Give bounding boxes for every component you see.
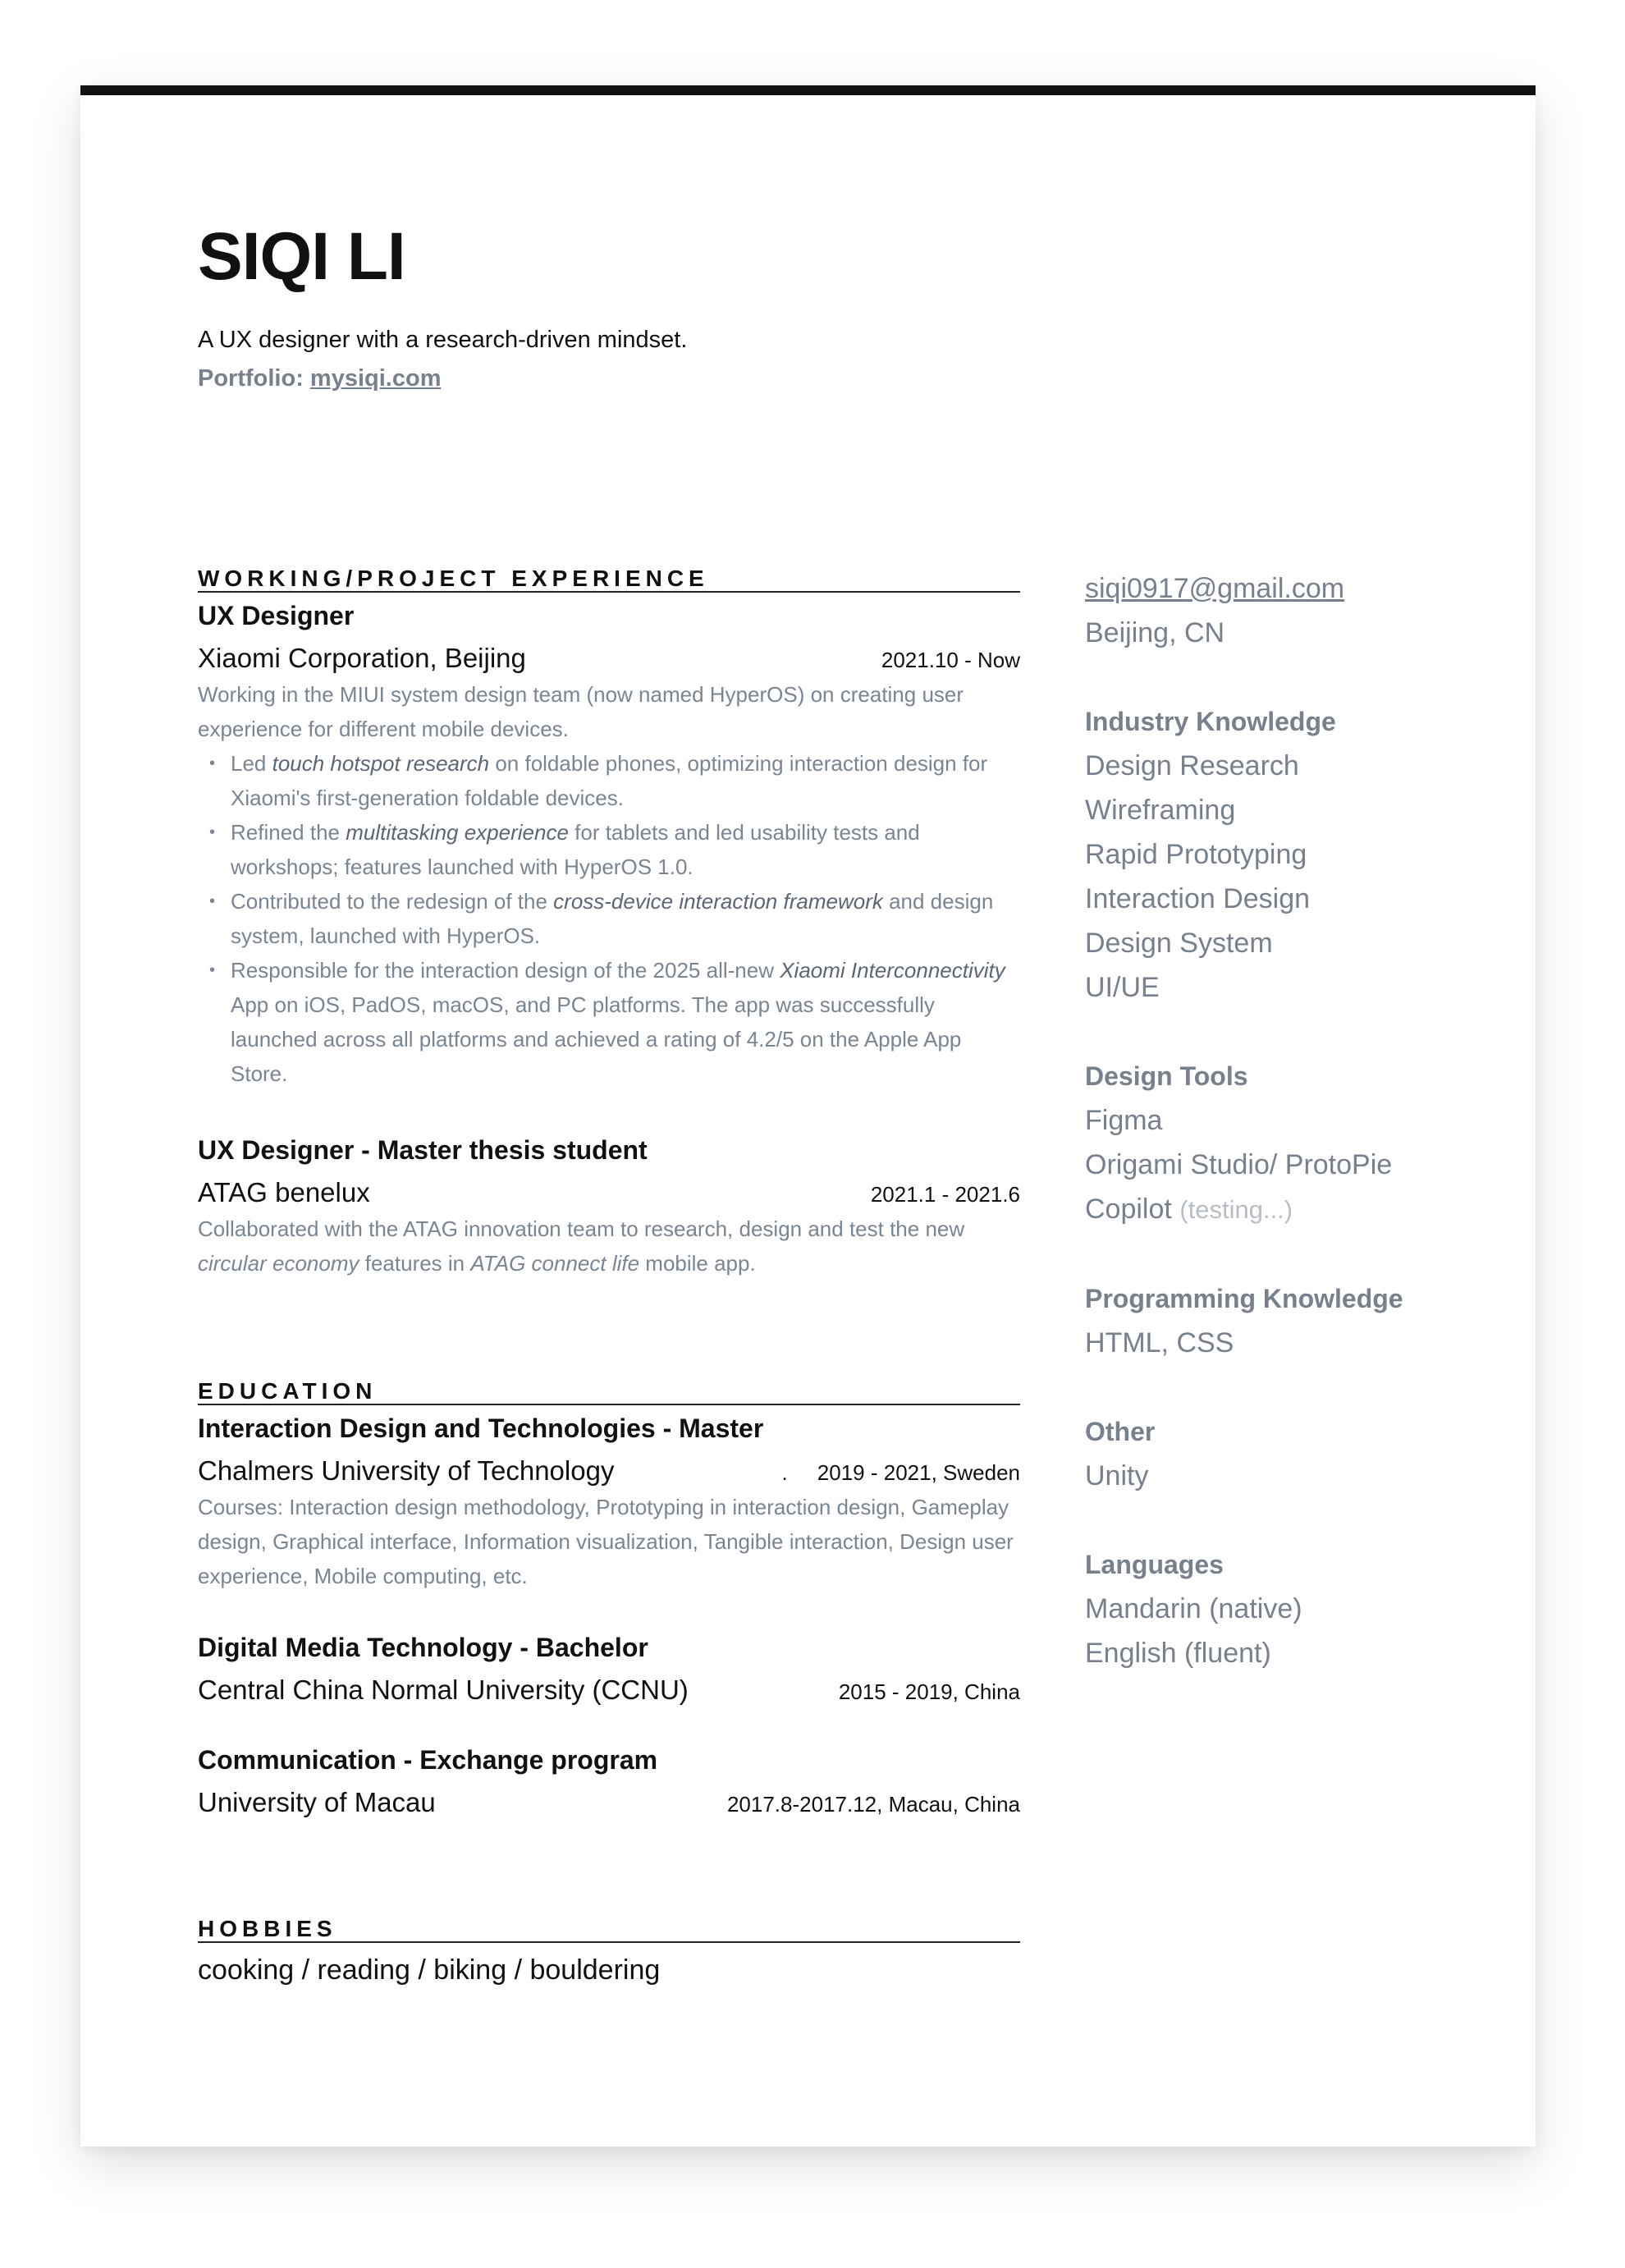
hobbies-text: cooking / reading / biking / bouldering [198, 1954, 661, 1986]
list-item: English (fluent) [1085, 1638, 1271, 1669]
copilot-note: (testing...) [1179, 1195, 1293, 1224]
resume-header [198, 219, 1101, 392]
list-item: • Led touch hotspot research on foldable phones, optimizing interaction design for Xiaomi's first-generation foldable devices. [198, 746, 1020, 815]
resume-page [80, 85, 1536, 2147]
education-entry [198, 1745, 1020, 1818]
education-date: . 2019 - 2021, Sweden [781, 1460, 1020, 1485]
portfolio-line [198, 365, 1101, 392]
list-item: Design Research [1085, 750, 1299, 781]
email-line [1085, 566, 1479, 611]
degree-title: Interaction Design and Technologies - Master [198, 1413, 764, 1443]
education-entry [198, 1633, 1020, 1706]
section-title-experience: WORKING/PROJECT EXPERIENCE [198, 566, 1020, 593]
main-column [198, 566, 1020, 1986]
list-item: Wireframing [1085, 795, 1236, 826]
section-title-education: EDUCATION [198, 1379, 1020, 1405]
job-entry [198, 1135, 1020, 1281]
school-name: Chalmers University of Technology [198, 1455, 615, 1486]
job-description: Working in the MIUI system design team (now named HyperOS) on creating user experience for different mobile devices. [198, 682, 964, 741]
list-item: Origami Studio/ ProtoPie [1085, 1149, 1393, 1180]
copilot-label: Copilot [1085, 1194, 1172, 1225]
sidebar-heading-languages: Languages [1085, 1550, 1224, 1579]
location: Beijing, CN [1085, 617, 1225, 648]
list-item: UI/UE [1085, 972, 1160, 1003]
hobbies-section [198, 1917, 1020, 1986]
job-org: ATAG benelux [198, 1177, 370, 1207]
list-item [1085, 1187, 1479, 1232]
degree-title: Digital Media Technology - Bachelor [198, 1633, 648, 1662]
list-item: Design System [1085, 928, 1273, 959]
list-item: Unity [1085, 1460, 1149, 1491]
list-item: Mandarin (native) [1085, 1593, 1302, 1624]
sidebar-heading-tools: Design Tools [1085, 1061, 1248, 1091]
education-date: 2015 - 2019, China [838, 1679, 1020, 1704]
school-row [198, 1455, 1020, 1487]
sidebar-heading-programming: Programming Knowledge [1085, 1284, 1403, 1313]
experience-section [198, 566, 1020, 1281]
list-item: Figma [1085, 1105, 1163, 1136]
list-item: Rapid Prototyping [1085, 839, 1307, 870]
job-org: Xiaomi Corporation, Beijing [198, 643, 526, 673]
school-row [198, 1675, 1020, 1706]
education-entry [198, 1413, 1020, 1593]
job-bullets [198, 746, 1020, 1091]
portfolio-link[interactable]: mysiqi.com [309, 365, 442, 392]
education-date: 2017.8-2017.12, Macau, China [726, 1792, 1020, 1817]
school-name: Central China Normal University (CCNU) [198, 1675, 689, 1705]
section-title-hobbies: HOBBIES [198, 1917, 1020, 1943]
list-item: HTML, CSS [1085, 1327, 1234, 1359]
degree-title: Communication - Exchange program [198, 1745, 658, 1775]
sidebar-heading-other: Other [1085, 1417, 1156, 1446]
list-item: • Contributed to the redesign of the cross-device interaction framework and design system, launched with HyperOS. [198, 884, 1020, 953]
email-link[interactable]: siqi0917@gmail.com [1085, 573, 1345, 604]
job-role: UX Designer [198, 601, 355, 630]
job-date: 2021.1 - 2021.6 [870, 1182, 1020, 1207]
list-item: Interaction Design [1085, 883, 1311, 914]
page-title: SIQI LI [198, 219, 405, 294]
list-item: • Refined the multitasking experience for tablets and led usability tests and workshops; features launched with HyperOS 1.0. [198, 815, 1020, 884]
sidebar [1085, 566, 1479, 1675]
list-item: • Responsible for the interaction design of the 2025 all-new Xiaomi Interconnectivity App on iOS, PadOS, macOS, and PC platforms. The app was successfully launched across all platforms and achieved a rating of 4.2/5 on the Apple App Store. [198, 953, 1020, 1091]
tagline: A UX designer with a research-driven mindset. [198, 327, 688, 353]
job-description: Collaborated with the ATAG innovation team to research, design and test the new circular economy features in ATAG connect life mobile app. [198, 1216, 965, 1276]
courses-description: Courses: Interaction design methodology, Prototyping in interaction design, Gameplay design, Graphical interface, Information visualization, Tangible interaction, Design user experience, Mobile computing, etc. [198, 1495, 1014, 1588]
job-role: UX Designer - Master thesis student [198, 1135, 648, 1165]
school-name: University of Macau [198, 1787, 436, 1817]
education-section [198, 1379, 1020, 1818]
job-org-row [198, 1177, 1020, 1208]
sidebar-heading-industry: Industry Knowledge [1085, 707, 1336, 736]
school-row [198, 1787, 1020, 1818]
job-entry [198, 601, 1020, 1091]
job-date: 2021.10 - Now [881, 648, 1020, 672]
job-org-row [198, 643, 1020, 674]
portfolio-label: Portfolio: [198, 365, 310, 392]
